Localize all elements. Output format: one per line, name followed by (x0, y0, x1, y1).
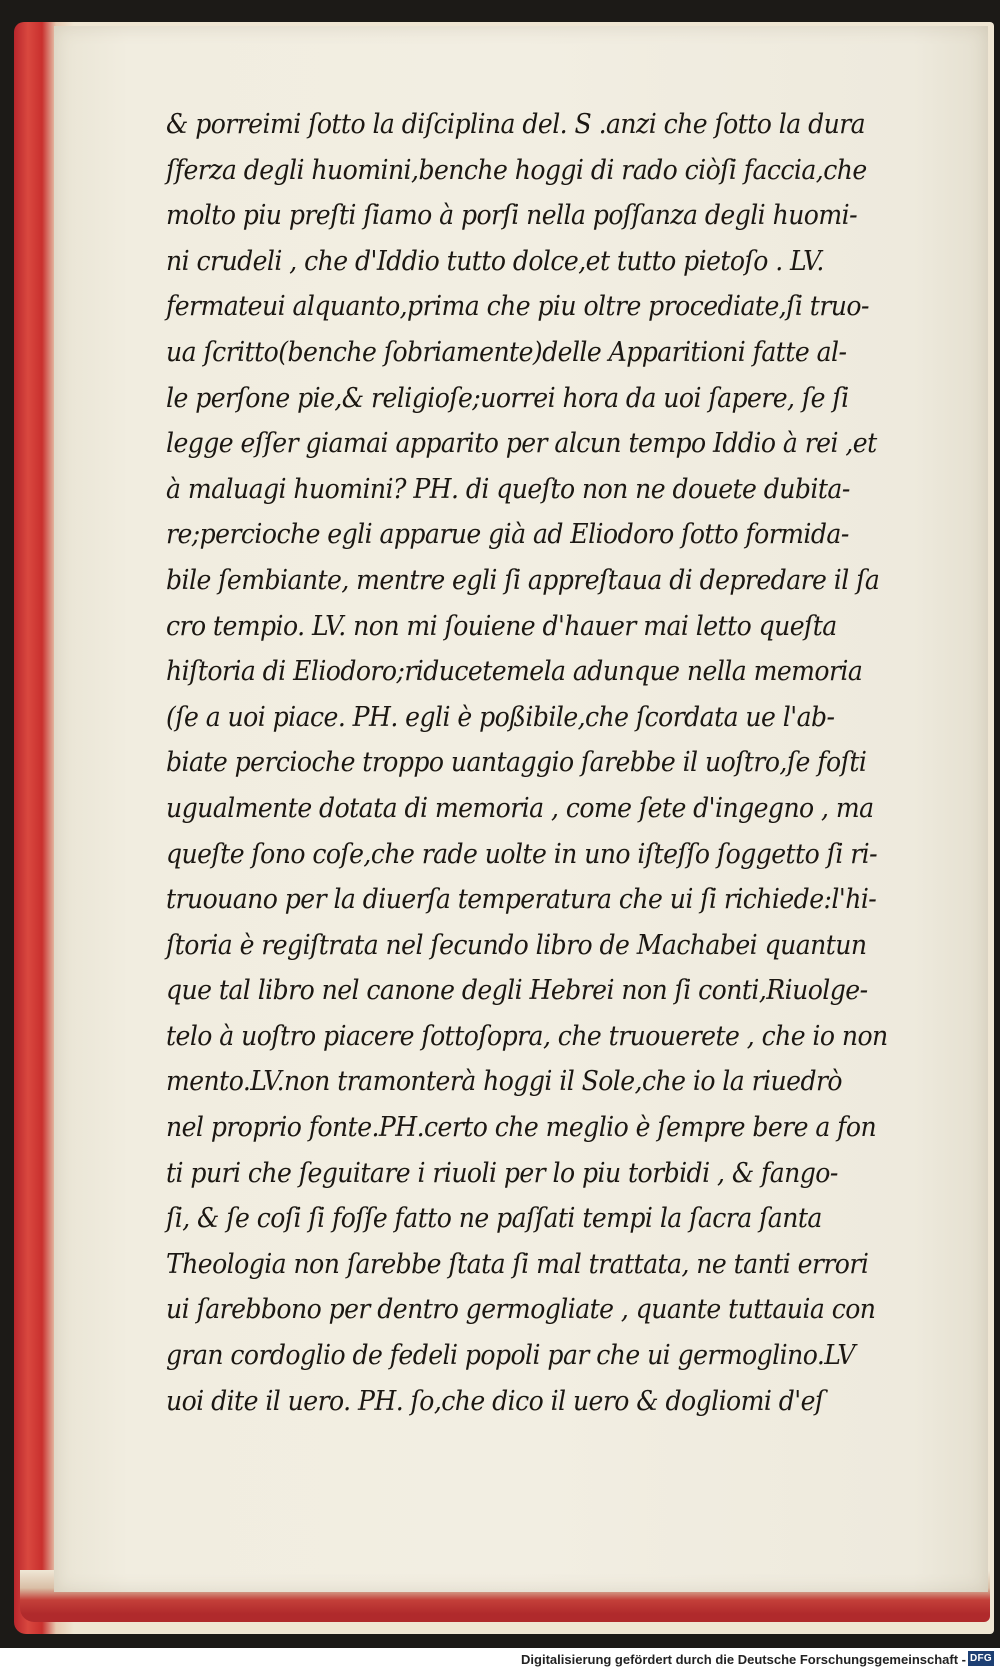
text-line: molto piu preſti ſiamo à porſi nella poſſanza degli huomi- (166, 200, 858, 232)
text-line: à maluagi huomini? PH. di queſto non ne douete dubita- (166, 473, 850, 505)
page-text-block (166, 102, 926, 1424)
text-line: ti puri che ſeguitare i riuoli per lo piu torbidi , & fango- (166, 1157, 838, 1189)
text-line: & porreimi ſotto la diſciplina del. S .anzi che ſotto la dura (166, 109, 866, 140)
text-line: mento.LV.non tramonterà hoggi il Sole,che io la riuedrò (166, 1066, 842, 1098)
text-line: queſte ſono coſe,che rade uolte in uno iſteſſo ſoggetto ſi ri- (166, 838, 878, 870)
text-line: bile ſembiante, mentre egli ſi appreſtaua di depredare il ſa (166, 564, 880, 596)
text-line: ni crudeli , che d'Iddio tutto dolce,et tutto pietoſo . LV. (166, 245, 824, 277)
text-line: ui ſarebbono per dentro germogliate , quante tuttauia con (166, 1294, 876, 1326)
digitization-credit: Digitalisierung gefördert durch die Deutsche Forschungsgemeinschaft - (521, 1652, 966, 1667)
dfg-logo: DFG (969, 1653, 992, 1664)
text-line: ua ſcritto(benche ſobriamente)delle Apparitioni fatte al- (166, 336, 847, 368)
text-line: ſferza degli huomini,benche hoggi di rado ciòſi faccia,che (166, 154, 867, 186)
text-line: Theologia non ſarebbe ſtata ſi mal trattata, ne tanti errori (166, 1248, 869, 1280)
text-line: ugualmente dotata di memoria , come ſete d'ingegno , ma (166, 792, 874, 824)
text-line: biate percioche troppo uantaggio ſarebbe il uoſtro,ſe foſti (166, 747, 867, 779)
text-line: le perſone pie,& religioſe;uorrei hora da uoi ſapere, ſe ſi (166, 382, 849, 414)
text-line: que tal libro nel canone degli Hebrei non ſi conti,Riuolge- (166, 975, 868, 1007)
text-line: re;percioche egli apparue già ad Eliodoro ſotto formida- (166, 519, 849, 551)
text-line: gran cordoglio de fedeli popoli par che ui germoglino.LV (166, 1340, 855, 1372)
text-line: ſtoria è regiſtrata nel ſecundo libro de Machabei quantun (166, 929, 867, 961)
text-line: telo à uoſtro piacere ſottoſopra, che truouerete , che io non (166, 1020, 888, 1052)
text-line: ſi, & ſe coſi ſi foſſe fatto ne paſſati tempi la ſacra ſanta (166, 1203, 822, 1235)
text-line: nel proprio fonte.PH.certo che meglio è ſempre bere a fon (166, 1112, 877, 1144)
text-line: cro tempio. LV. non mi ſouiene d'hauer mai letto queſta (166, 610, 837, 642)
text-line: uoi dite il uero. PH. ſo,che dico il uero & dogliomi d'eſ (166, 1385, 824, 1417)
text-line: legge eſſer giamai apparito per alcun tempo Iddio à rei ,et (166, 428, 877, 460)
text-line: truouano per la diuerſa temperatura che ui ſi richiede:l'hi- (166, 884, 877, 916)
text-line: fermateui alquanto,prima che piu oltre procediate,ſi truo- (166, 291, 869, 323)
text-line: hiſtoria di Eliodoro;riducetemela adunque nella memoria (166, 656, 863, 688)
text-line: (ſe a uoi piace. PH. egli è poßibile,che ſcordata ue l'ab- (166, 701, 835, 733)
